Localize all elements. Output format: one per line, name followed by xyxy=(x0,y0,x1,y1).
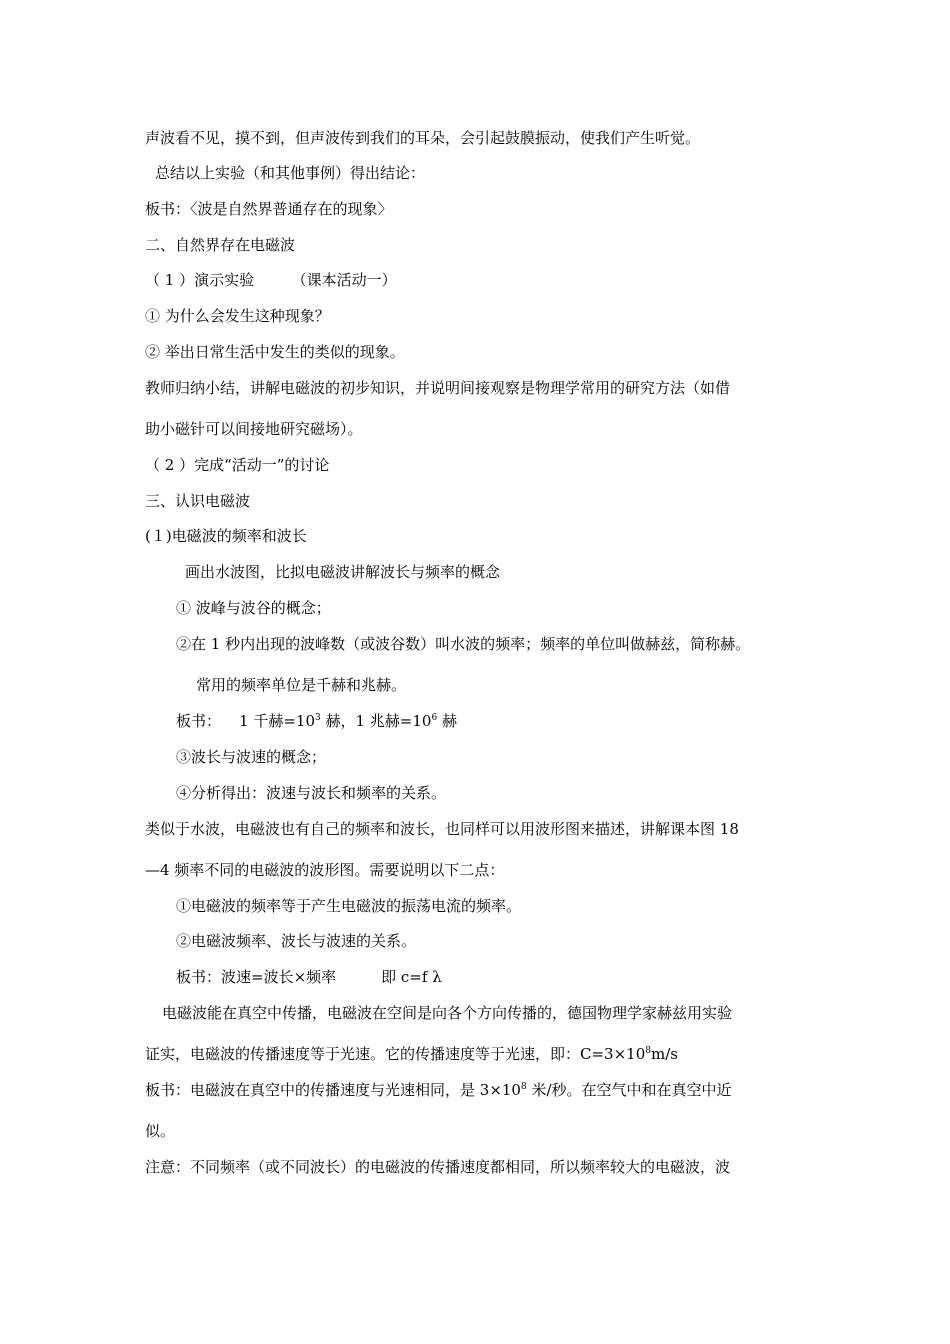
board-note-formula: 板书：波速=波长×频率 即 c=f λ xyxy=(176,968,442,986)
paragraph-summary: 总结以上实验（和其他事例）得出结论： xyxy=(155,164,426,182)
paragraph-teacher-summary: 教师归纳小结，讲解电磁波的初步知识，并说明间接观察是物理学常用的研究方法（如借 xyxy=(145,379,731,397)
board-note-units: 板书： 1 千赫$=10^3$ 赫，1 兆赫$=10^6$ 赫 xyxy=(176,712,457,730)
paragraph-activity-discussion: （ 2 ）完成“活动一”的讨论 xyxy=(145,456,330,474)
section-heading-2: 二、自然界存在电磁波 xyxy=(145,236,296,254)
paragraph-analogy-cont: —4 频率不同的电磁波的波形图。需要说明以下二点： xyxy=(145,861,505,879)
paragraph-draw-wave: 画出水波图，比拟电磁波讲解波长与频率的概念 xyxy=(185,563,501,581)
list-item-wavelength-speed: ③波长与波速的概念； xyxy=(176,748,327,766)
board-note-vacuum-speed: 板书：电磁波在真空中的传播速度与光速相同，是 $3\times 10^8$ 米/秒。在空气中和在真空中近 xyxy=(145,1081,732,1099)
paragraph-vacuum-speed-cont: 似。 xyxy=(145,1122,176,1140)
list-item-em-relationship: ②电磁波频率、波长与波速的关系。 xyxy=(176,932,417,950)
paragraph-teacher-summary-cont: 助小磁针可以间接地研究磁场）。 xyxy=(145,420,363,438)
paragraph-analogy: 类似于水波，电磁波也有自己的频率和波长，也同样可以用波形图来描述，讲解课本图 18 xyxy=(145,820,739,838)
list-item-crest-trough: ① 波峰与波谷的概念； xyxy=(176,599,331,617)
paragraph-hertz-experiment: 电磁波能在真空中传播，电磁波在空间是向各个方向传播的，德国物理学家赫兹用实验 xyxy=(162,1004,733,1022)
list-item-question-1: ① 为什么会发生这种现象？ xyxy=(145,307,330,325)
list-item-question-2: ② 举出日常生活中发生的类似的现象。 xyxy=(145,343,405,361)
list-item-relationship: ④分析得出：波速与波长和频率的关系。 xyxy=(176,784,447,802)
paragraph-board-note-wave: 板书：〈波是自然界普通存在的现象〉 xyxy=(145,200,393,218)
paragraph-sound-wave: 声波看不见，摸不到，但声波传到我们的耳朵，会引起鼓膜振动，使我们产生听觉。 xyxy=(145,129,701,147)
paragraph-note: 注意：不同频率（或不同波长）的电磁波的传播速度都相同，所以频率较大的电磁波，波 xyxy=(145,1158,731,1176)
list-item-em-frequency: ①电磁波的频率等于产生电磁波的振荡电流的频率。 xyxy=(176,897,522,915)
paragraph-light-speed: 证实，电磁波的传播速度等于光速。它的传播速度等于光速，即：$C=3\times 10^8m/s$ xyxy=(145,1045,678,1063)
list-item-frequency-definition: ②在 1 秒内出现的波峰数（或波谷数）叫水波的频率；频率的单位叫做赫兹，简称赫。 xyxy=(176,635,751,653)
paragraph-common-units: 常用的频率单位是千赫和兆赫。 xyxy=(196,676,407,694)
paragraph-demo-experiment: （ 1 ）演示实验 （课本活动一） xyxy=(145,271,397,289)
section-heading-3: 三、认识电磁波 xyxy=(145,492,251,510)
subheading-frequency-wavelength: (１)电磁波的频率和波长 xyxy=(145,527,307,545)
